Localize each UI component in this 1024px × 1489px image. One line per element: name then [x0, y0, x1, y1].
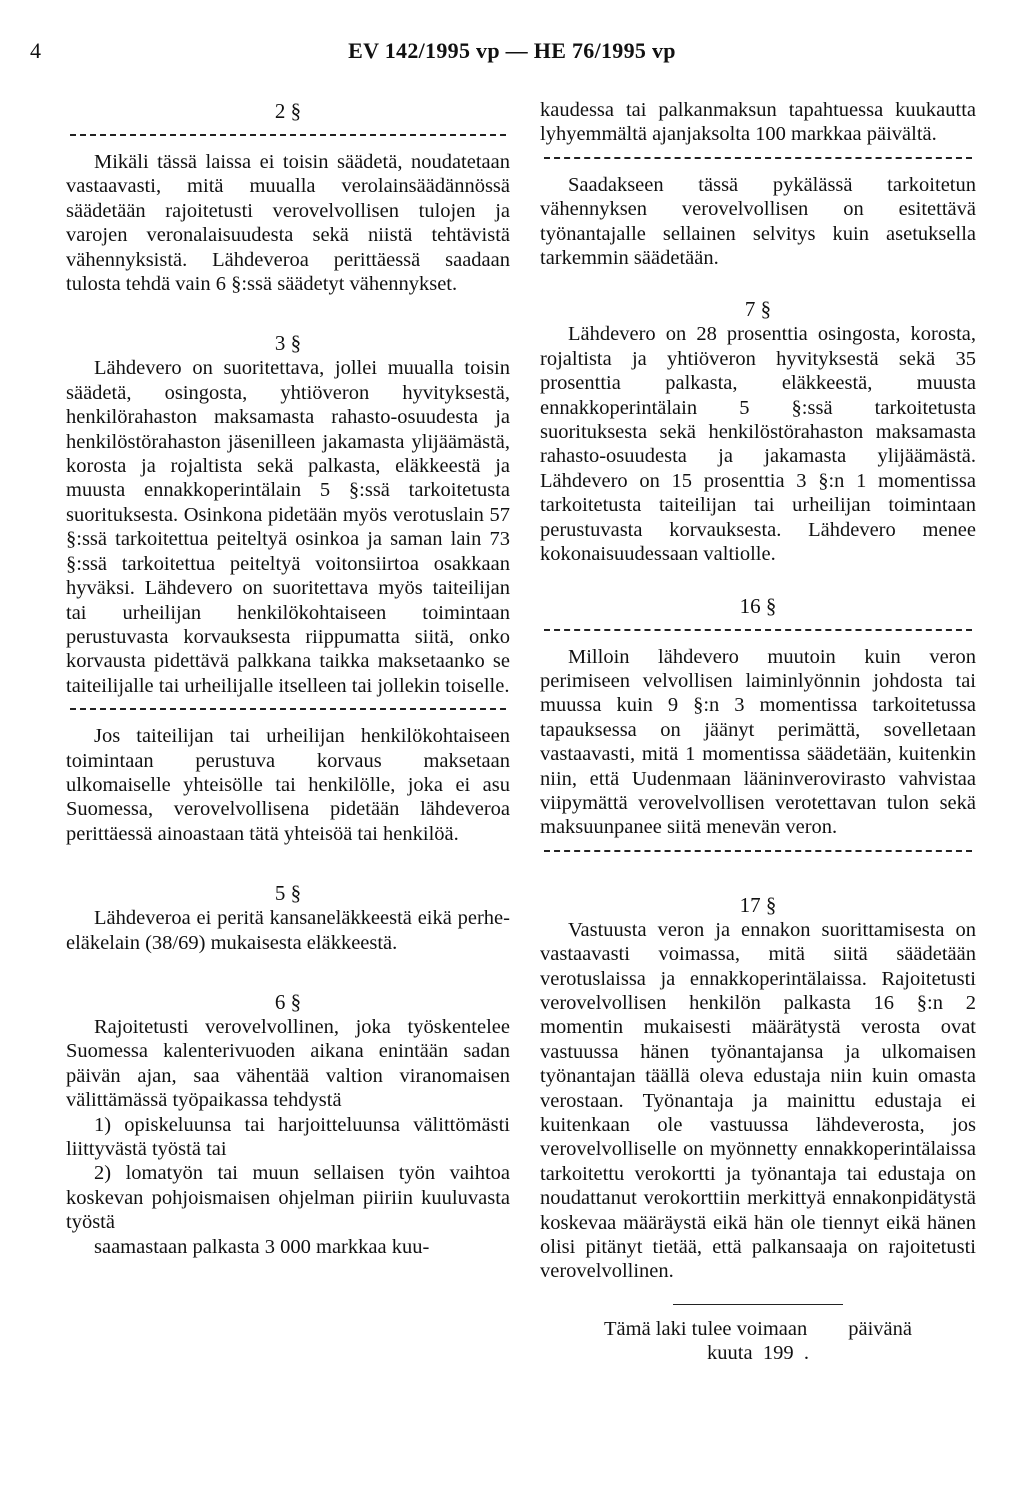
- omission-line: [544, 157, 972, 159]
- section-6-item-2: 2) lomatyön tai muun sellaisen työn vaihtoa koskevan pohjoismaisen ohjelman piiriin kuuluvasta työstä: [66, 1162, 510, 1234]
- section-16-paragraph: Milloin lähdevero muutoin kuin veron perimiseen velvollisen laiminlyönnin johdosta tai muussa kuin 9 §:n 3 momentissa tarkoitetussa tapauksessa on jäänyt perimättä, sovelletaan vastaavasti, mitä 1 momentissa säädetään, kuitenkin niin, että Uudenmaan lääninverovirasto vahvistaa viipymättä verovelvollisen verotettavan tulon sekä maksuunpanee siitä menevän veron.: [540, 645, 976, 839]
- section-5-paragraph: Lähdeveroa ei peritä kansaneläkkeestä eikä perhe-eläkelain (38/69) mukaisesta eläkkeestä.: [66, 907, 510, 954]
- section-17-paragraph: Vastuusta veron ja ennakon suorittamisesta on vastaavasti voimassa, mitä siitä säädetään verotuslaissa ja ennakkoperintälaissa. Rajoitetusti verovelvollisen henkilön palkasta 16 §:n 2 momentin mukaisesti määrätystä verosta ovat vastuussa hänen työnantajansa ja ulkomaisen työnantajan täällä oleva edustaja niin kuin omasta verostaan. Työnantaja ja mainittu edustaja ei kuitenkaan ole vastuussa lähdeverosta, jos verovelvolliselle on myönnetty ennakkoperintälaissa tarkoitettu verokortti ja työnantaja tai edustaja on noudattanut verokorttiin merkittyä ennakonpidätystä koskevaa määräystä eikä hän ole tiennyt eikä hänen olisi pitänyt tietää, että palkansaaja on rajoitetusti verovelvollinen.: [540, 918, 976, 1283]
- section-2-heading: 2 §: [274, 99, 302, 123]
- section-6-continuation: kaudessa tai palkanmaksun tapahtuessa kuukautta lyhyemmältä ajanjaksolta 100 markkaa päivältä.: [540, 99, 976, 146]
- section-3-paragraph-1: Lähdevero on suoritettava, jollei muualla toisin säädetä, osingosta, yhtiöveron hyvityksestä, henkilörahaston maksamasta rahasto-osuudesta ja henkilöstörahaston jäsenilleen jakamasta ylijäämästä, korosta ja rojaltista sekä palkasta, eläkkeestä ja muusta ennakkoperintälain 5 §:ssä tarkoitetusta suorituksesta. Osinkona pidetään myös verotuslain 57 §:ssä tarkoitettua peiteltyä osinkoa ja saman lain 73 §:ssä tarkoitettua peiteltyä voitonsiirtoa osakkaan hyväksi. Lähdevero on suoritettava myös taiteilijan tai urheilijan henkilökohtaiseen toimintaan perustuvasta korvauksesta riippumatta siitä, onko korvausta pidettävä palkkana taikka maksetaanko se taiteilijalle tai urheilijalle itselleen tai jollekin toiselle.: [66, 357, 510, 697]
- section-16-heading: 16 §: [739, 593, 777, 618]
- omission-line: [544, 850, 972, 852]
- section-7-heading: 7 §: [744, 297, 772, 322]
- page-header: [0, 38, 1024, 68]
- section-6-tail: saamastaan palkasta 3 000 markkaa kuu-: [94, 1235, 430, 1258]
- section-6-heading: 6 §: [274, 989, 302, 1014]
- omission-line: [544, 629, 972, 631]
- section-17-heading: 17 §: [739, 892, 777, 917]
- section-3-heading: 3 §: [274, 331, 302, 356]
- closing-rule: [673, 1304, 843, 1305]
- running-title: EV 142/1995 vp — HE 76/1995 vp: [348, 38, 676, 63]
- section-3-paragraph-2: Jos taiteilijan tai urheilijan henkilökohtaiseen toimintaan perustuva korvaus maksetaan ulkomaiselle yhteisölle tai henkilölle, joka ei asu Suomessa, verovelvollisena pidetään lähdeveroa perittäessä ainoastaan tätä yhteisöä tai henkilöä.: [66, 725, 510, 845]
- section-5-heading: 5 §: [274, 881, 302, 906]
- section-2-paragraph: Mikäli tässä laissa ei toisin säädetä, noudatetaan vastaavasti, mitä muualla verolainsäädännössä säädetään rajoitetusti verovelvollisen tulojen ja varojen veronalaisuudesta sekä niistä tehtävistä vähennyksistä. Lähdeveroa perittäessä saadaan tulosta tehdä vain 6 §:ssä säädetyt vähennykset.: [66, 151, 510, 296]
- entry-into-force-line-2: kuuta 199 .: [707, 1342, 809, 1365]
- section-7-paragraph: Lähdevero on 28 prosenttia osingosta, korosta, rojaltista ja yhtiöveron hyvityksestä sekä 35 prosenttia palkasta, eläkkeestä, muusta ennakkoperintälain 5 §:ssä tarkoitetusta suorituksesta sekä henkilöstörahaston maksamasta rahasto-osuudesta ja jakamasta ylijäämästä. Lähdevero on 15 prosenttia 3 §:n 1 momentissa tarkoitetusta taiteilijan tai urheilijan toimintaan perustuvasta korvauksesta. Lähdevero menee kokonaisuudessaan valtiolle.: [540, 323, 976, 566]
- section-6-paragraph: Rajoitetusti verovelvollinen, joka työskentelee Suomessa kalenterivuoden aikana enintään sadan päivän ajan, saa vähentää valtion viranomaisen välittämässä työpaikassa tehdystä: [66, 1015, 510, 1112]
- left-column: [66, 98, 510, 1259]
- page-number: 4: [30, 38, 41, 63]
- entry-into-force-line-1: Tämä laki tulee voimaan päivänä: [604, 1317, 912, 1340]
- section-6-item-1: 1) opiskeluunsa tai harjoitteluunsa välittömästi liittyvästä työstä tai: [66, 1113, 510, 1160]
- section-6-paragraph-2: Saadakseen tässä pykälässä tarkoitetun vähennyksen verovelvollisen on esitettävä työnantajalle sellainen selvitys kuin asetuksella tarkemmin säädetään.: [540, 173, 976, 270]
- right-column: [540, 98, 976, 1366]
- omission-line: [70, 134, 506, 136]
- omission-line: [70, 708, 506, 710]
